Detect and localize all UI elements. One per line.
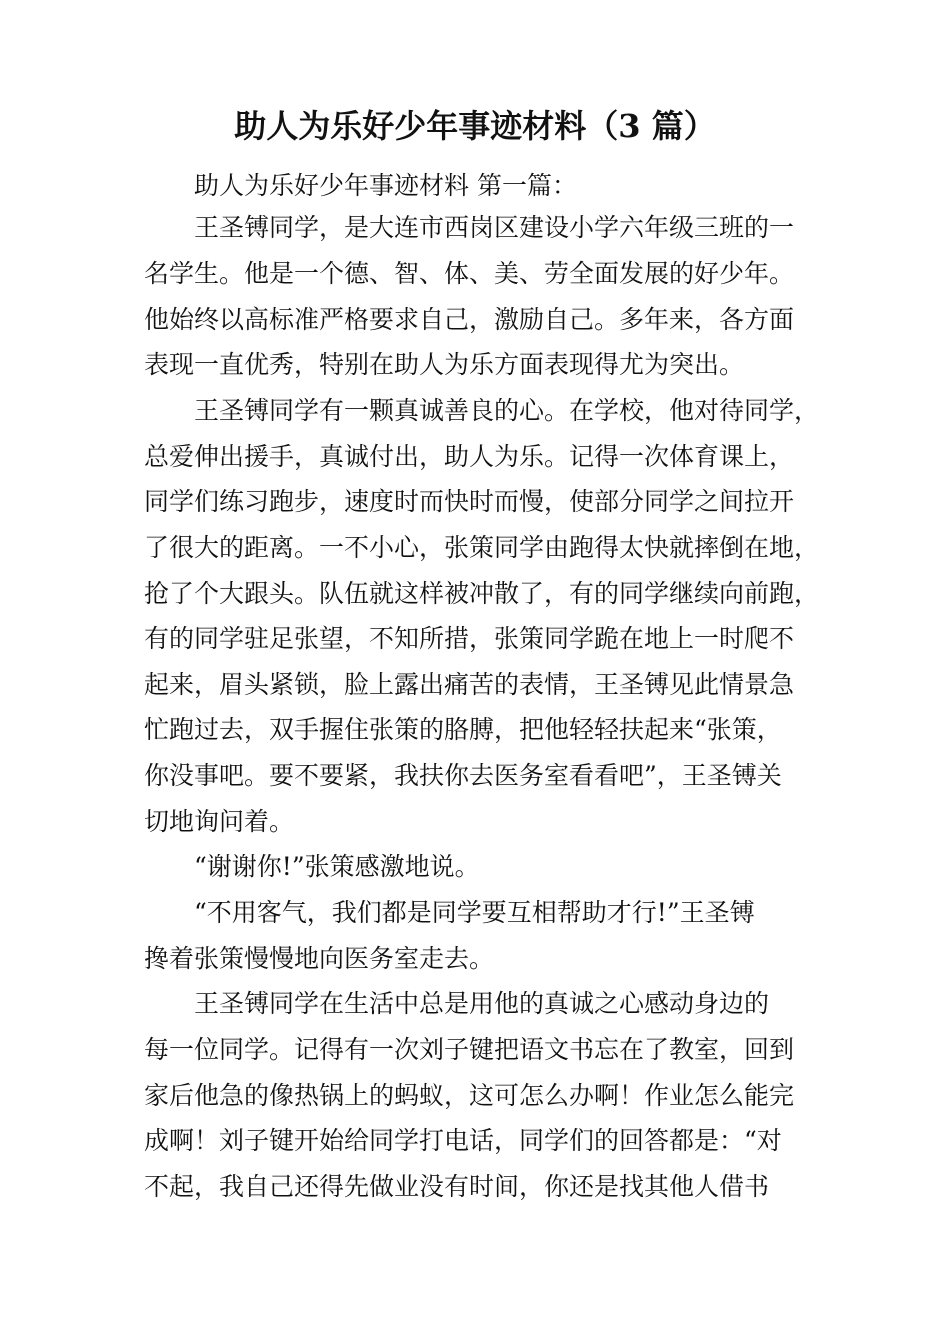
document-title: 助人为乐好少年事迹材料（3 篇） — [234, 107, 716, 145]
paragraph-line: 表现一直优秀，特别在助人为乐方面表现得尤为突出。 — [144, 350, 745, 379]
paragraph-line: 了很大的距离。一不小心，张策同学由跑得太快就摔倒在地， — [144, 533, 820, 562]
paragraph-line: 切地询问着。 — [144, 807, 295, 836]
paragraph-line: 名学生。他是一个德、智、体、美、劳全面发展的好少年。 — [144, 259, 795, 288]
paragraph-line: 你没事吧。要不要紧，我扶你去医务室看看吧”，王圣镈关 — [144, 761, 782, 790]
paragraph-line: 搀着张策慢慢地向医务室走去。 — [144, 944, 495, 973]
section-heading: 助人为乐好少年事迹材料 第一篇： — [194, 171, 577, 200]
paragraph-line: 王圣镈同学，是大连市西岗区建设小学六年级三班的一 — [194, 213, 795, 242]
paragraph-line: 忙跑过去，双手握住张策的胳膊，把他轻轻扶起来“张策， — [144, 715, 782, 744]
paragraph-line: 每一位同学。记得有一次刘子键把语文书忘在了教室，回到 — [144, 1035, 795, 1064]
paragraph-line: 成啊！刘子键开始给同学打电话，同学们的回答都是：“对 — [144, 1126, 782, 1155]
paragraph-line: 他始终以高标准严格要求自己，激励自己。多年来，各方面 — [144, 305, 795, 334]
paragraph-line: “谢谢你!”张策感激地说。 — [194, 852, 480, 881]
paragraph-line: 同学们练习跑步，速度时而快时而慢，使部分同学之间拉开 — [144, 487, 795, 516]
paragraph-line: 王圣镈同学有一颗真诚善良的心。在学校，他对待同学， — [194, 396, 820, 425]
paragraph-line: 不起，我自己还得先做业没有时间，你还是找其他人借书 — [144, 1172, 770, 1201]
paragraph-line: “不用客气，我们都是同学要互相帮助才行!”王圣镈 — [194, 898, 755, 927]
paragraph-line: 总爱伸出援手，真诚付出，助人为乐。记得一次体育课上， — [144, 442, 795, 471]
paragraph-line: 起来，眉头紧锁，脸上露出痛苦的表情，王圣镈见此情景急 — [144, 670, 795, 699]
paragraph-line: 有的同学驻足张望，不知所措，张策同学跪在地上一时爬不 — [144, 624, 795, 653]
paragraph-line: 抢了个大跟头。队伍就这样被冲散了，有的同学继续向前跑， — [144, 579, 820, 608]
paragraph-line: 王圣镈同学在生活中总是用他的真诚之心感动身边的 — [194, 989, 770, 1018]
paragraph-line: 家后他急的像热锅上的蚂蚁，这可怎么办啊！作业怎么能完 — [144, 1081, 795, 1110]
